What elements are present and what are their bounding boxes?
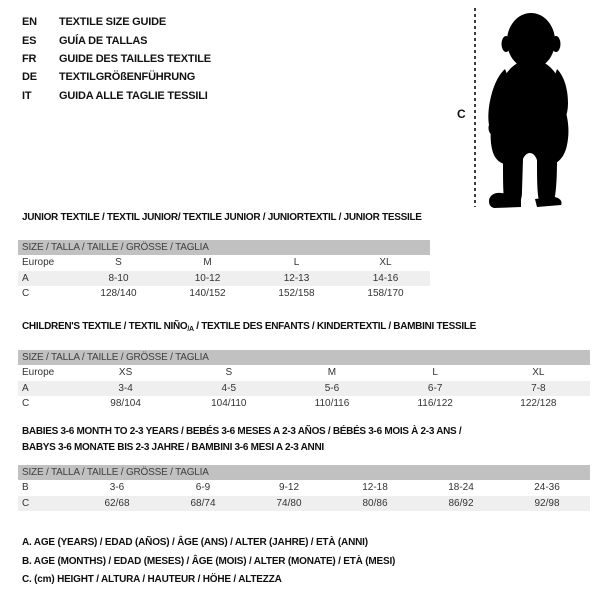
table-cell: 98/104 bbox=[110, 398, 141, 410]
table-cell: XS bbox=[118, 367, 133, 379]
babies-size-table bbox=[18, 465, 590, 511]
lang-code: DE bbox=[22, 71, 37, 84]
lang-title: TEXTILE SIZE GUIDE bbox=[59, 16, 167, 29]
table-cell: 4-5 bbox=[177, 381, 280, 397]
table-row bbox=[18, 365, 590, 381]
lang-code: IT bbox=[22, 89, 32, 102]
table-cell: 9-12 bbox=[278, 482, 299, 494]
row-label: C bbox=[18, 496, 74, 512]
table-cell: 128/140 bbox=[100, 288, 137, 300]
table-row bbox=[18, 381, 590, 397]
table-cell: XL bbox=[532, 367, 545, 379]
table-cell: 68/74 bbox=[160, 496, 246, 512]
babies-section-title bbox=[22, 424, 562, 456]
table-cell: M bbox=[327, 367, 337, 379]
children-title-part: CHILDREN'S TEXTILE / TEXTIL NIÑO bbox=[22, 321, 188, 332]
table-row bbox=[18, 286, 430, 302]
table-cell: S bbox=[225, 367, 233, 379]
table-cell: 24-36 bbox=[534, 482, 560, 494]
table-cell: 122/128 bbox=[520, 398, 557, 410]
size-header-cell: SIZE / TALLA / TAILLE / GRÖSSE / TAGLIA bbox=[18, 465, 590, 480]
lang-row-es bbox=[22, 31, 211, 49]
language-title-block bbox=[22, 13, 211, 105]
junior-section-title: JUNIOR TEXTILE / TEXTIL JUNIOR/ TEXTILE JUNIOR / JUNIORTEXTIL / JUNIOR TESSILE bbox=[22, 212, 422, 223]
lang-code: ES bbox=[22, 34, 37, 47]
table-cell: 74/80 bbox=[246, 496, 332, 512]
table-cell: 80/86 bbox=[332, 496, 418, 512]
table-cell: 18-24 bbox=[448, 482, 474, 494]
table-cell: 158/170 bbox=[367, 288, 404, 300]
table-cell: 5-6 bbox=[280, 381, 383, 397]
table-cell: 110/116 bbox=[314, 398, 350, 410]
table-cell: XL bbox=[379, 257, 392, 269]
size-header-cell: SIZE / TALLA / TAILLE / GRÖSSE / TAGLIA bbox=[18, 240, 430, 255]
lang-title: TEXTILGRÖßENFÜHRUNG bbox=[59, 71, 196, 84]
table-cell: 6-9 bbox=[195, 482, 211, 494]
table-row bbox=[18, 496, 590, 512]
table-cell: L bbox=[293, 257, 300, 269]
table-cell: 14-16 bbox=[341, 271, 430, 287]
row-label: C bbox=[22, 398, 30, 410]
size-header-cell: SIZE / TALLA / TAILLE / GRÖSSE / TAGLIA bbox=[18, 350, 590, 365]
row-label: C bbox=[22, 288, 30, 300]
footnote-c: C. (cm) HEIGHT / ALTURA / HAUTEUR / HÖHE / ALTEZZA bbox=[22, 574, 282, 585]
table-cell: 62/68 bbox=[74, 496, 160, 512]
children-size-table bbox=[18, 350, 590, 412]
lang-row-fr bbox=[22, 50, 211, 68]
lang-code: FR bbox=[22, 52, 37, 65]
table-cell: 140/152 bbox=[189, 288, 226, 300]
lang-title: GUIDA ALLE TAGLIE TESSILI bbox=[59, 89, 208, 102]
height-measure-label: C bbox=[457, 107, 466, 121]
lang-row-en bbox=[22, 13, 211, 31]
table-row bbox=[18, 271, 430, 287]
babies-title-line1: BABIES 3-6 MONTH TO 2-3 YEARS / BEBÉS 3-6 MESES A 2-3 AÑOS / BÉBÉS 3-6 MOIS À 2-3 ANS / bbox=[22, 426, 462, 437]
table-cell: 3-6 bbox=[109, 482, 125, 494]
table-cell: 92/98 bbox=[504, 496, 590, 512]
row-label: A bbox=[18, 271, 74, 287]
height-measure-dashed-line bbox=[474, 8, 476, 207]
lang-row-de bbox=[22, 68, 211, 86]
toddler-silhouette bbox=[481, 11, 573, 208]
lang-title: GUIDE DES TAILLES TEXTILE bbox=[59, 52, 211, 65]
table-cell: L bbox=[432, 367, 438, 379]
table-cell: 6-7 bbox=[384, 381, 487, 397]
children-title-part: / TEXTILE DES ENFANTS / KINDERTEXTIL / BAMBINI TESSILE bbox=[193, 321, 477, 332]
row-label: Europe bbox=[22, 367, 55, 379]
table-cell: 104/110 bbox=[211, 398, 247, 410]
footnote-a: A. AGE (YEARS) / EDAD (AÑOS) / ÂGE (ANS) / ALTER (JAHRE) / ETÀ (ANNI) bbox=[22, 537, 368, 548]
table-cell: 86/92 bbox=[418, 496, 504, 512]
table-cell: S bbox=[115, 257, 122, 269]
table-cell: 12-18 bbox=[362, 482, 388, 494]
lang-code: EN bbox=[22, 16, 37, 29]
table-cell: M bbox=[203, 257, 212, 269]
table-cell: 152/158 bbox=[278, 288, 315, 300]
children-section-title bbox=[22, 321, 476, 333]
footnote-legend bbox=[22, 534, 395, 590]
table-cell: 12-13 bbox=[252, 271, 341, 287]
row-label: A bbox=[18, 381, 74, 397]
children-title-subscript: /A bbox=[187, 326, 194, 333]
table-row bbox=[18, 480, 590, 496]
junior-size-table bbox=[18, 240, 430, 302]
table-cell: 8-10 bbox=[74, 271, 163, 287]
table-cell: 116/122 bbox=[417, 398, 453, 410]
table-row bbox=[18, 255, 430, 271]
table-row bbox=[18, 396, 590, 412]
table-cell: 3-4 bbox=[74, 381, 177, 397]
table-cell: 7-8 bbox=[487, 381, 590, 397]
babies-title-line2: BABYS 3-6 MONATE BIS 2-3 JAHRE / BAMBINI 3-6 MESI A 2-3 ANNI bbox=[22, 442, 324, 453]
footnote-b: B. AGE (MONTHS) / EDAD (MESES) / ÂGE (MOIS) / ALTER (MONATE) / ETÀ (MESI) bbox=[22, 555, 396, 567]
lang-row-it bbox=[22, 87, 211, 105]
row-label: Europe bbox=[22, 257, 55, 269]
row-label: B bbox=[22, 482, 29, 494]
lang-title: GUÍA DE TALLAS bbox=[59, 34, 148, 47]
table-cell: 10-12 bbox=[163, 271, 252, 287]
